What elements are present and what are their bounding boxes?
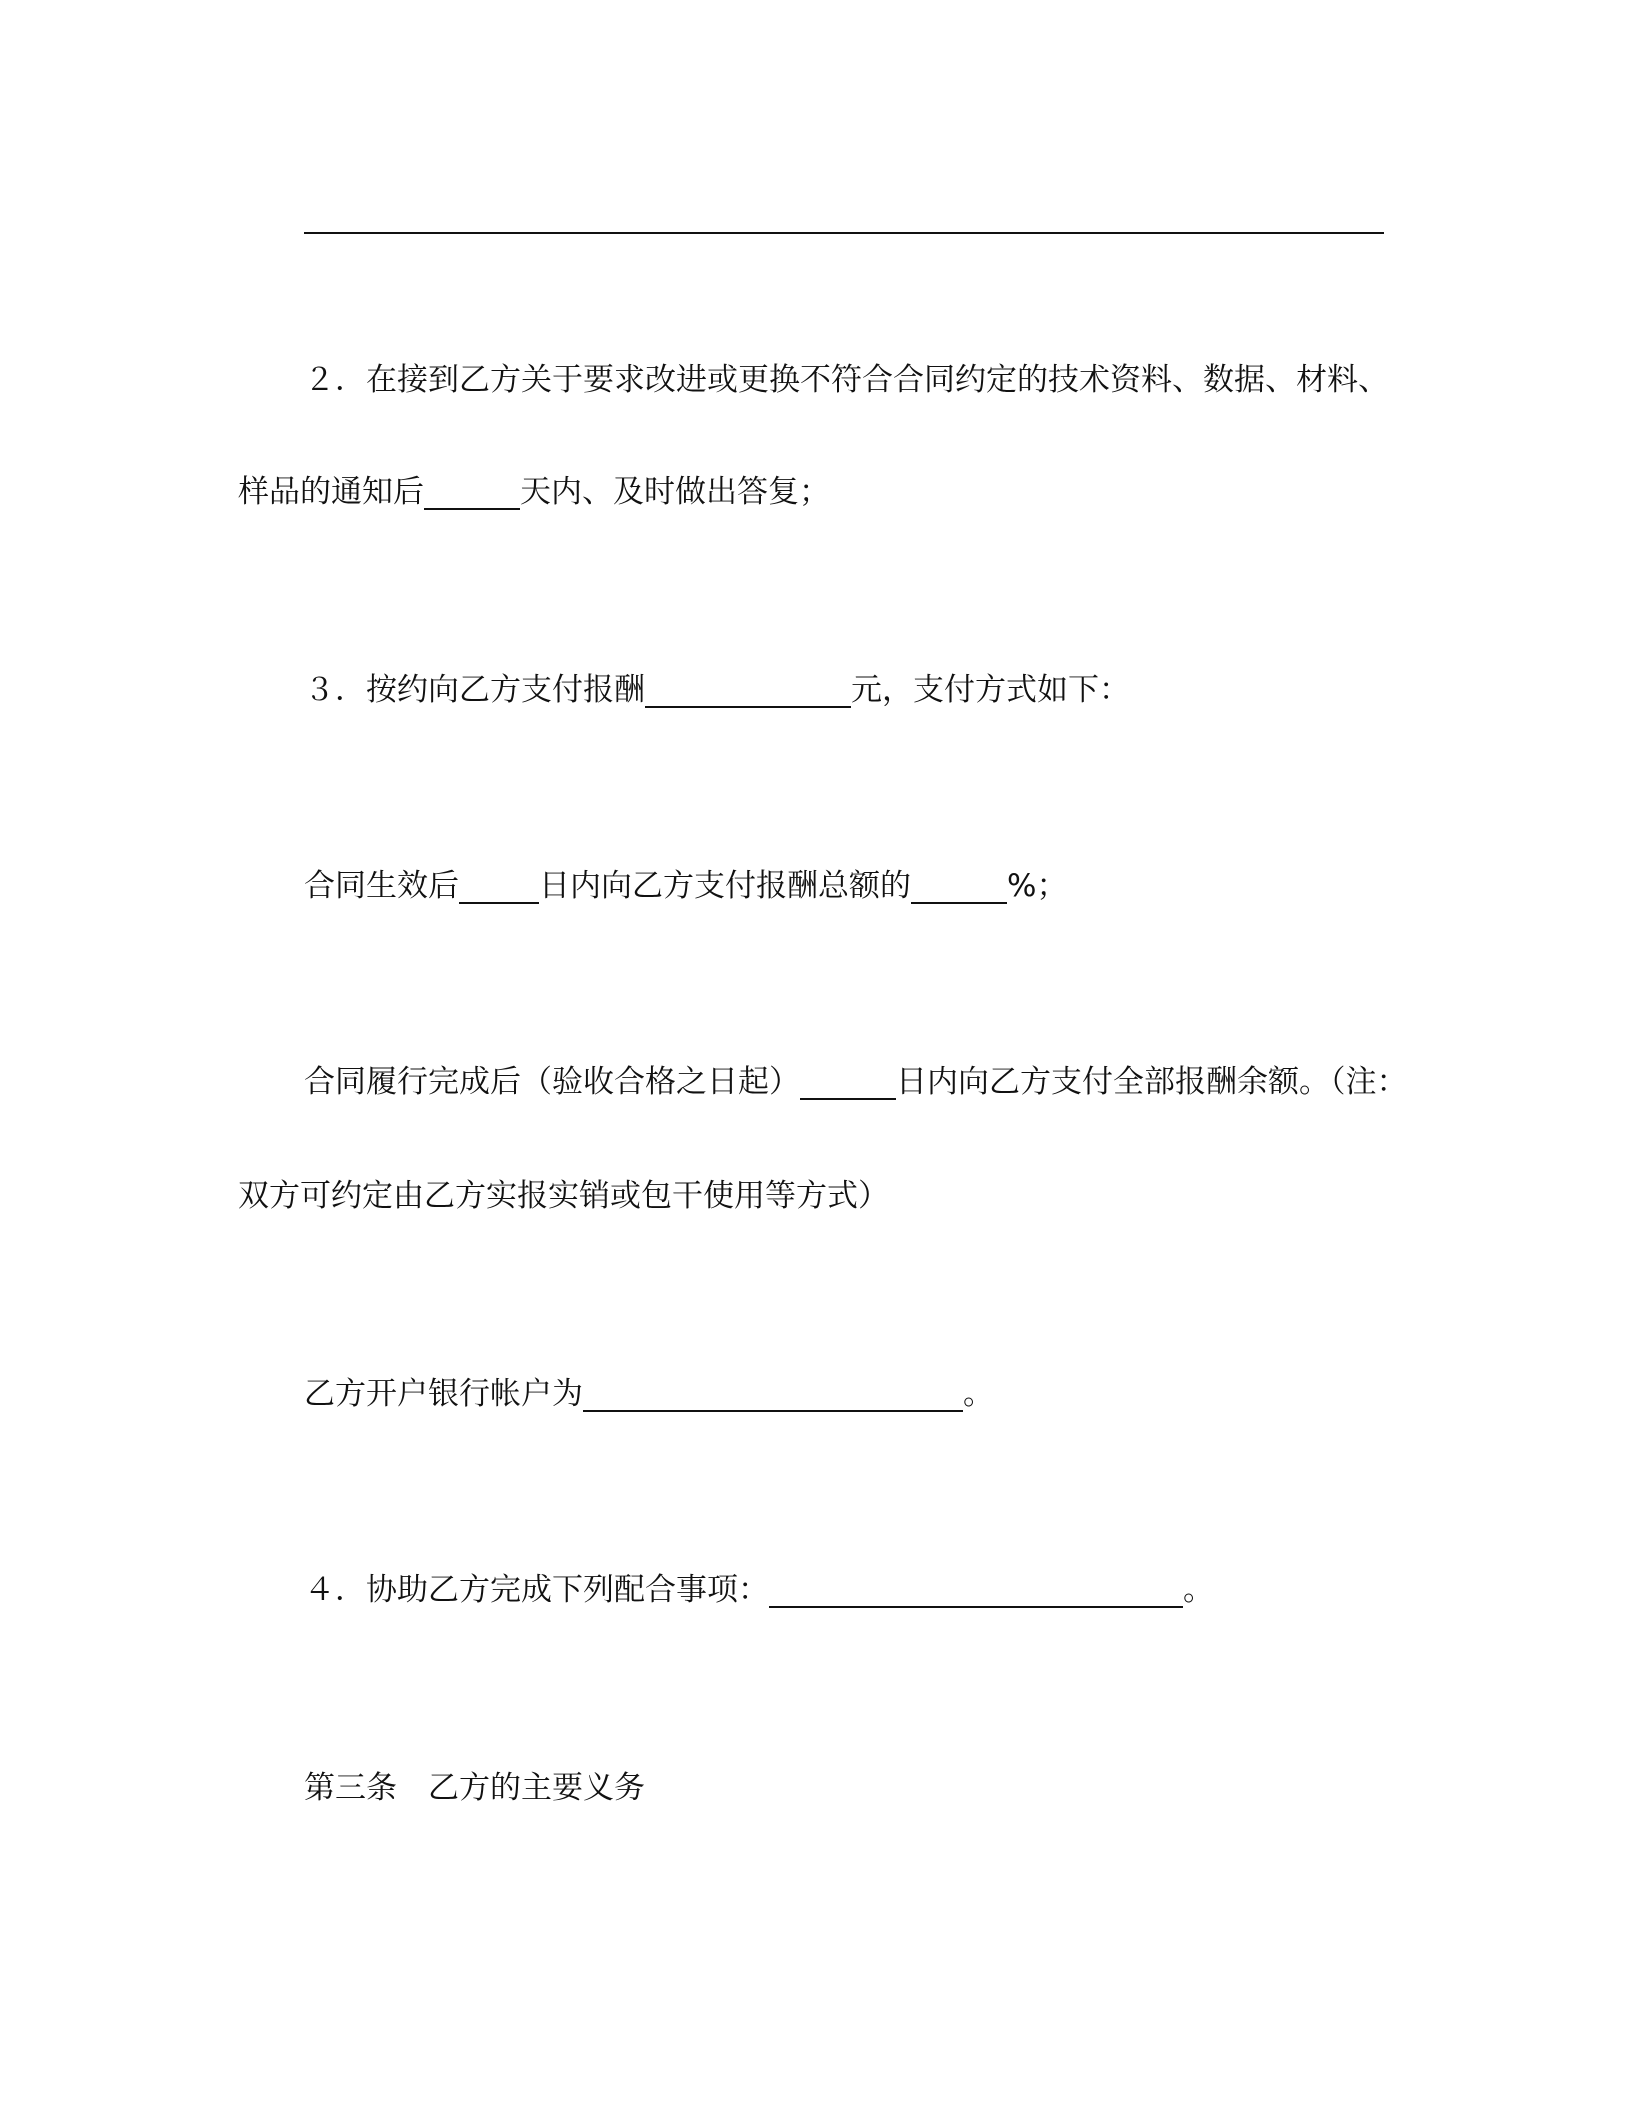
completion-days-blank[interactable]	[800, 1066, 896, 1100]
item3-line	[304, 670, 1130, 710]
percent-blank[interactable]	[911, 870, 1007, 904]
payment-schedule-2-line2	[238, 1176, 889, 1216]
top-fill-line	[304, 232, 1384, 234]
pay2-text-b: 日内向乙方支付全部报酬余额。（注：	[896, 1064, 1408, 1100]
payment-schedule-2-line1	[304, 1062, 1408, 1102]
pay2-text-a: 合同履行完成后（验收合格之日起）	[304, 1064, 800, 1100]
pay1-text-b: 日内向乙方支付报酬总额的	[539, 868, 911, 904]
effective-days-blank[interactable]	[459, 870, 539, 904]
item3-text-b: 元，支付方式如下：	[851, 672, 1130, 708]
item2-text-b: 天内、及时做出答复；	[520, 474, 830, 510]
cooperation-items-blank[interactable]	[769, 1574, 1183, 1608]
item4-text-b: 。	[1183, 1572, 1214, 1608]
bank-text-a: 乙方开户银行帐户为	[304, 1376, 583, 1412]
item4-line	[304, 1570, 1214, 1610]
item4-text-a: ４．协助乙方完成下列配合事项：	[304, 1572, 769, 1608]
bank-text-b: 。	[963, 1376, 994, 1412]
article3-heading	[304, 1768, 645, 1808]
item2-text: ２．在接到乙方关于要求改进或更换不符合合同约定的技术资料、数据、材料、	[304, 362, 1389, 398]
item3-text-a: ３．按约向乙方支付报酬	[304, 672, 645, 708]
payment-schedule-1	[304, 866, 1067, 906]
item2-line1	[304, 360, 1389, 400]
payment-amount-blank[interactable]	[645, 674, 851, 708]
article3-title: 第三条 乙方的主要义务	[304, 1770, 645, 1806]
pay1-text-c: %；	[1007, 868, 1068, 904]
item2-line2	[238, 472, 830, 512]
pay2-note: 双方可约定由乙方实报实销或包干使用等方式）	[238, 1178, 889, 1214]
bank-account-blank[interactable]	[583, 1378, 963, 1412]
bank-account-line	[304, 1374, 994, 1414]
days-blank[interactable]	[424, 476, 520, 510]
pay1-text-a: 合同生效后	[304, 868, 459, 904]
item2-text-a: 样品的通知后	[238, 474, 424, 510]
